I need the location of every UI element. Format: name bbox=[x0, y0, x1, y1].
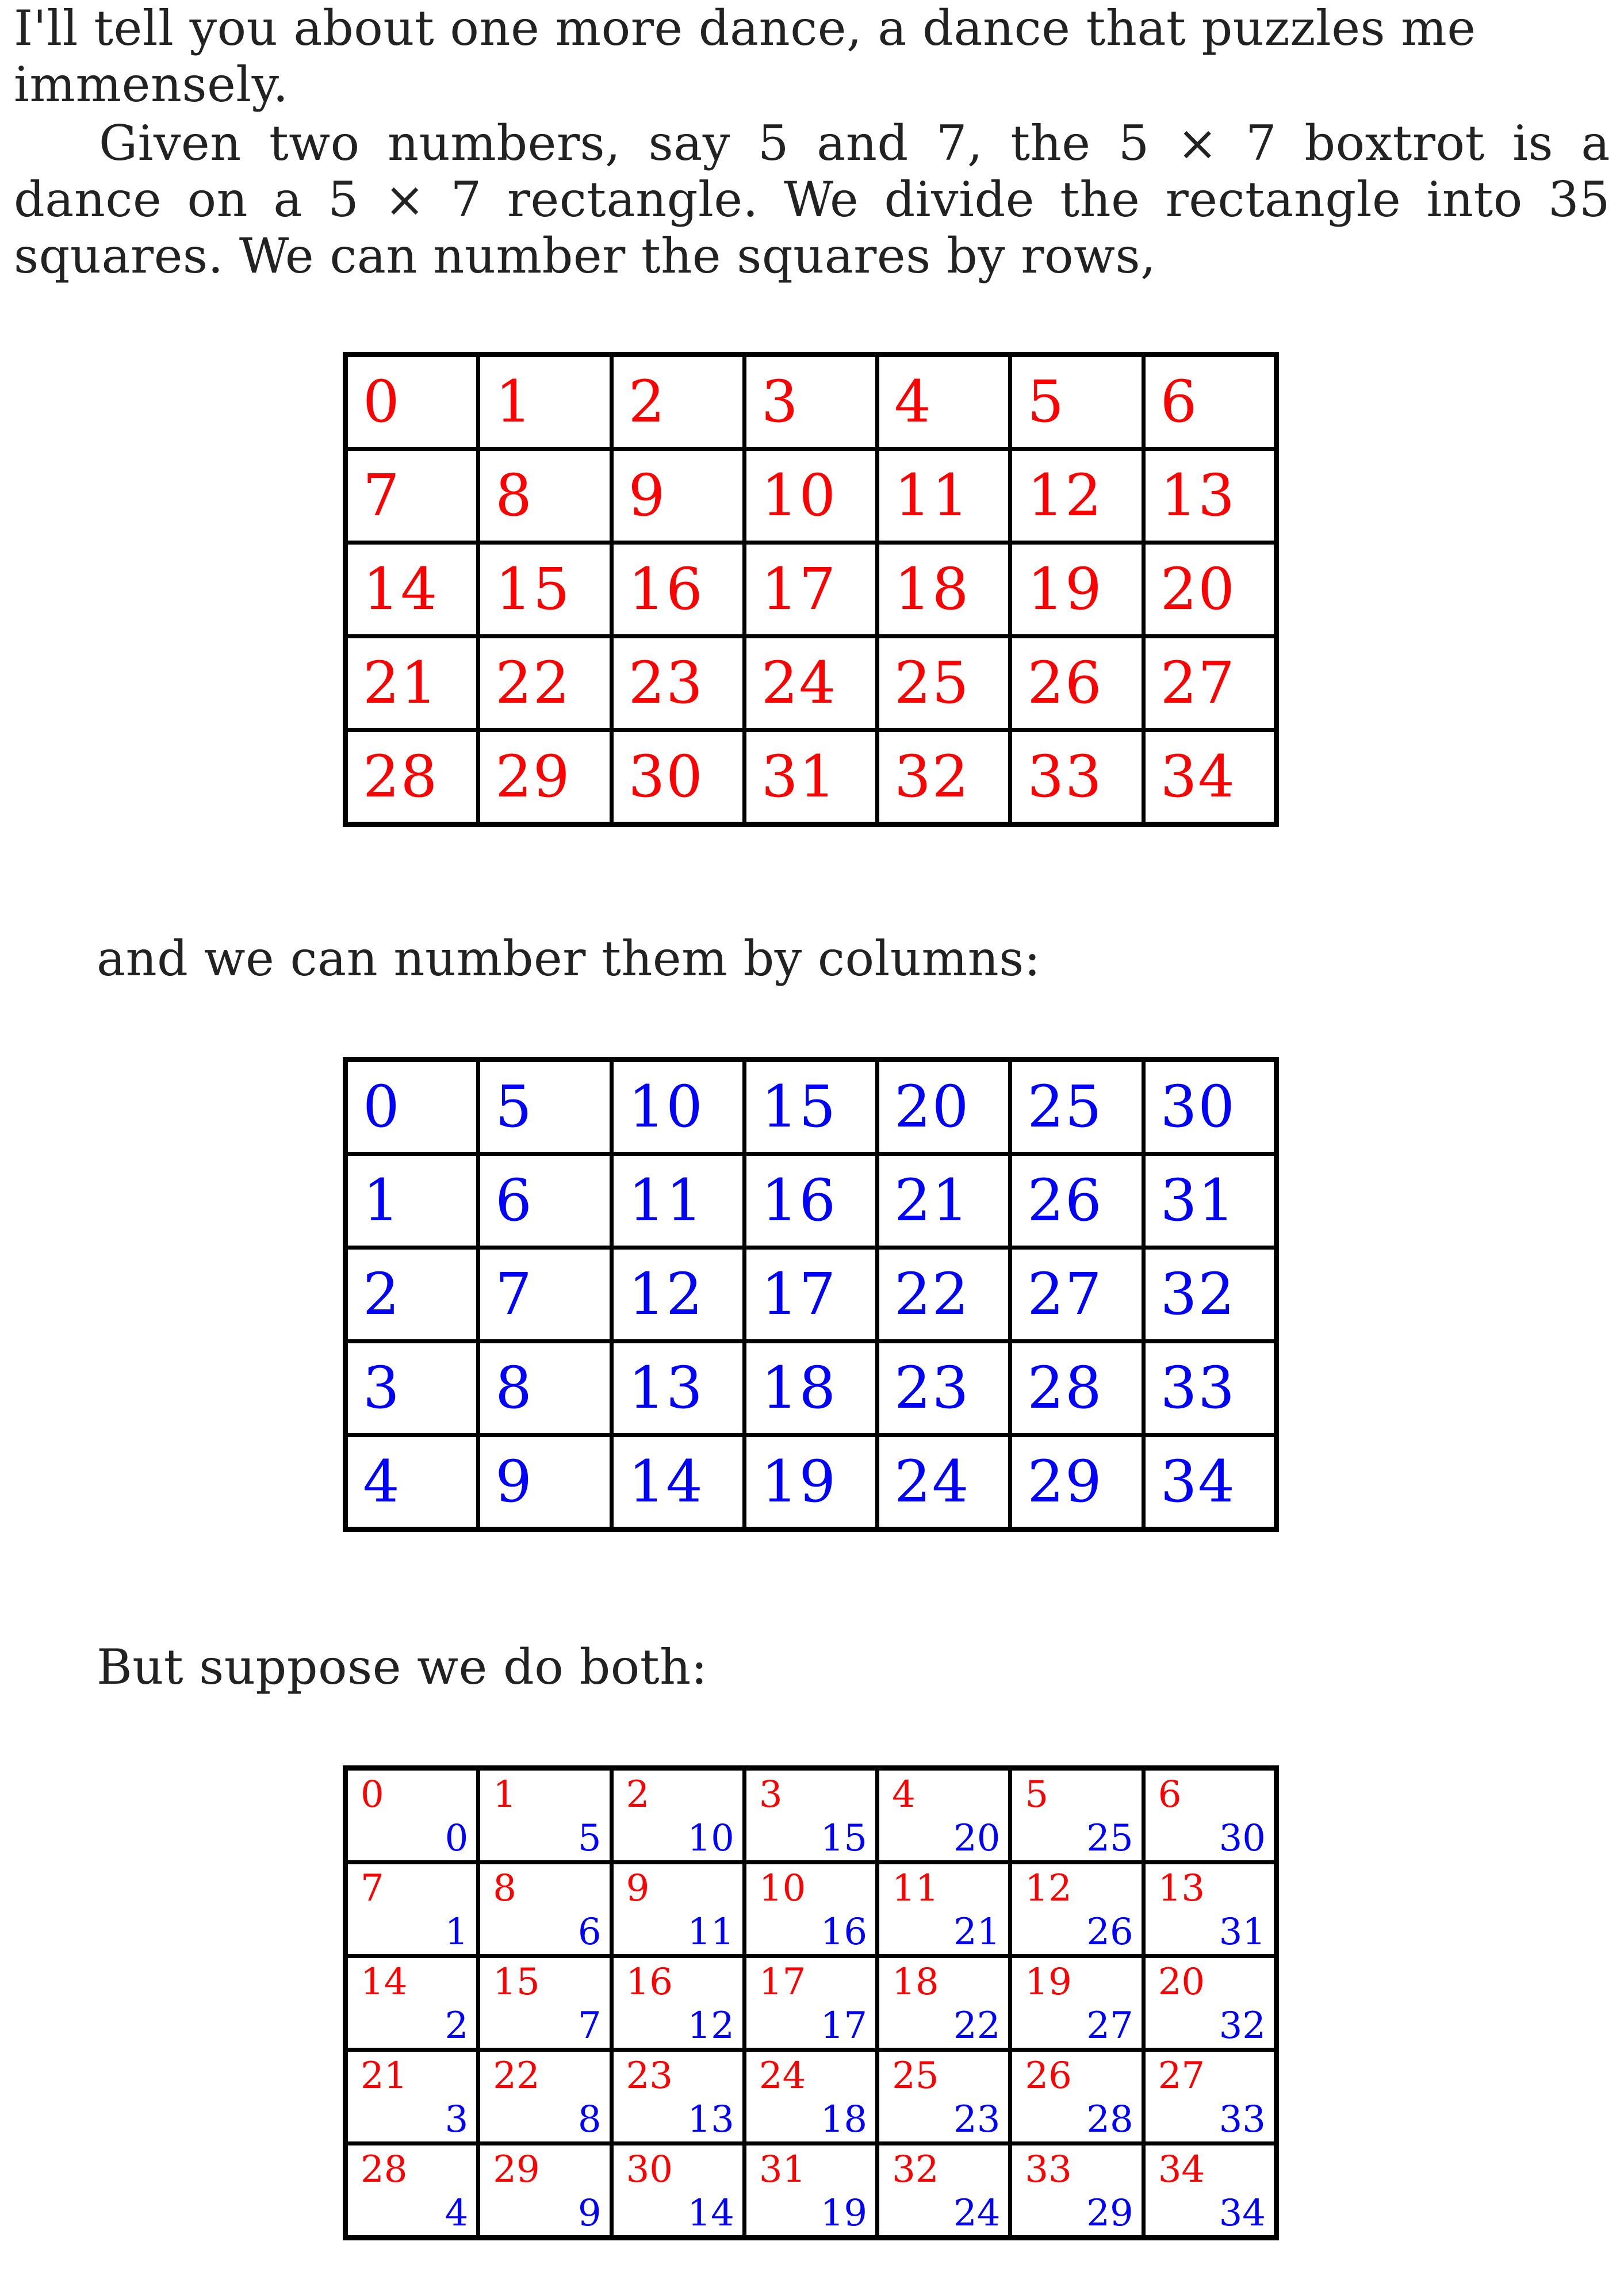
column-number-label: 12 bbox=[687, 2005, 734, 2047]
combined-cell bbox=[478, 1863, 611, 1956]
grid-row bbox=[346, 2050, 1277, 2144]
combined-cell bbox=[1010, 1956, 1143, 2050]
column-number-cell: 32 bbox=[1143, 1248, 1276, 1342]
column-number-cell: 25 bbox=[1010, 1060, 1143, 1154]
row-number-label: 14 bbox=[361, 1961, 408, 2003]
intro-paragraph: I'll tell you about one more dance, a dance that puzzles me immensely. bbox=[14, 0, 1476, 113]
column-number-label: 14 bbox=[687, 2192, 734, 2235]
column-number-label: 15 bbox=[820, 1817, 868, 1860]
row-number-cell: 10 bbox=[744, 449, 877, 543]
column-number-cell: 4 bbox=[346, 1435, 478, 1530]
row-number-cell: 20 bbox=[1143, 543, 1276, 637]
column-number-cell: 20 bbox=[878, 1060, 1010, 1154]
grid-row bbox=[346, 1863, 1277, 1956]
combined-cell bbox=[744, 1956, 877, 2050]
combined-cell bbox=[346, 1863, 478, 1956]
column-number-label: 31 bbox=[1219, 1911, 1266, 1953]
combined-cell bbox=[346, 2050, 478, 2144]
combined-cell bbox=[744, 2050, 877, 2144]
column-number-label: 23 bbox=[953, 2098, 1001, 2141]
row-number-label: 19 bbox=[1025, 1961, 1072, 2003]
column-number-cell: 11 bbox=[611, 1154, 744, 1248]
combined-cell bbox=[1010, 1863, 1143, 1956]
grid-row bbox=[346, 1342, 1277, 1435]
row-number-cell: 23 bbox=[611, 637, 744, 730]
row-number-label: 22 bbox=[493, 2055, 540, 2097]
combined-cell bbox=[878, 1768, 1010, 1863]
column-number-cell: 5 bbox=[478, 1060, 611, 1154]
combined-cell bbox=[611, 2144, 744, 2238]
column-number-cell: 6 bbox=[478, 1154, 611, 1248]
row-number-cell: 19 bbox=[1010, 543, 1143, 637]
column-number-label: 8 bbox=[577, 2098, 602, 2141]
column-number-cell: 14 bbox=[611, 1435, 744, 1530]
row-number-cell: 12 bbox=[1010, 449, 1143, 543]
row-number-cell: 15 bbox=[478, 543, 611, 637]
combined-cell bbox=[744, 1863, 877, 1956]
row-number-label: 12 bbox=[1025, 1867, 1072, 1910]
column-number-label: 10 bbox=[687, 1817, 734, 1860]
row-number-cell: 33 bbox=[1010, 730, 1143, 825]
combined-cell bbox=[1143, 2144, 1276, 2238]
row-number-cell: 32 bbox=[878, 730, 1010, 825]
row-number-label: 20 bbox=[1158, 1961, 1205, 2003]
row-number-cell: 27 bbox=[1143, 637, 1276, 730]
row-number-cell: 28 bbox=[346, 730, 478, 825]
column-number-label: 5 bbox=[577, 1817, 602, 1860]
column-number-label: 29 bbox=[1086, 2192, 1133, 2235]
combined-cell bbox=[1143, 2050, 1276, 2144]
column-number-cell: 16 bbox=[744, 1154, 877, 1248]
column-number-label: 11 bbox=[687, 1911, 734, 1953]
column-number-cell: 15 bbox=[744, 1060, 877, 1154]
row-number-label: 25 bbox=[892, 2055, 939, 2097]
row-number-label: 27 bbox=[1158, 2055, 1205, 2097]
row-number-cell: 13 bbox=[1143, 449, 1276, 543]
column-number-label: 13 bbox=[687, 2098, 734, 2141]
column-number-label: 6 bbox=[577, 1911, 602, 1953]
row-number-label: 5 bbox=[1025, 1773, 1049, 1816]
row-number-label: 9 bbox=[626, 1867, 650, 1910]
combined-cell bbox=[1010, 2144, 1143, 2238]
row-number-cell: 17 bbox=[744, 543, 877, 637]
combined-cell bbox=[1143, 1956, 1276, 2050]
combined-cell bbox=[478, 1956, 611, 2050]
column-number-cell: 31 bbox=[1143, 1154, 1276, 1248]
columns-paragraph: and we can number them by columns: bbox=[97, 930, 1041, 987]
combined-cell bbox=[1143, 1863, 1276, 1956]
column-number-cell: 29 bbox=[1010, 1435, 1143, 1530]
row-number-cell: 3 bbox=[744, 355, 877, 449]
row-number-cell: 24 bbox=[744, 637, 877, 730]
row-number-cell: 1 bbox=[478, 355, 611, 449]
combined-cell bbox=[478, 2144, 611, 2238]
combined-cell bbox=[346, 1956, 478, 2050]
column-number-label: 3 bbox=[445, 2098, 469, 2141]
column-number-label: 27 bbox=[1086, 2005, 1133, 2047]
column-number-cell: 1 bbox=[346, 1154, 478, 1248]
row-number-cell: 29 bbox=[478, 730, 611, 825]
row-number-label: 4 bbox=[892, 1773, 916, 1816]
row-number-label: 33 bbox=[1025, 2148, 1072, 2191]
row-number-label: 31 bbox=[759, 2148, 806, 2191]
row-number-label: 3 bbox=[759, 1773, 783, 1816]
row-number-label: 32 bbox=[892, 2148, 939, 2191]
row-number-label: 24 bbox=[759, 2055, 806, 2097]
column-number-cell: 9 bbox=[478, 1435, 611, 1530]
row-number-label: 23 bbox=[626, 2055, 673, 2097]
column-number-cell: 8 bbox=[478, 1342, 611, 1435]
column-number-cell: 19 bbox=[744, 1435, 877, 1530]
row-number-cell: 26 bbox=[1010, 637, 1143, 730]
grid-row bbox=[346, 1435, 1277, 1530]
column-number-label: 17 bbox=[820, 2005, 868, 2047]
column-number-cell: 28 bbox=[1010, 1342, 1143, 1435]
row-number-cell: 11 bbox=[878, 449, 1010, 543]
combined-cell bbox=[611, 1768, 744, 1863]
column-numbering-grid bbox=[343, 1057, 1279, 1532]
column-number-label: 9 bbox=[577, 2192, 602, 2235]
combined-cell bbox=[611, 1863, 744, 1956]
grid-row bbox=[346, 2144, 1277, 2238]
column-number-cell: 34 bbox=[1143, 1435, 1276, 1530]
row-number-cell: 22 bbox=[478, 637, 611, 730]
row-numbering-grid bbox=[343, 352, 1279, 827]
column-number-cell: 30 bbox=[1143, 1060, 1276, 1154]
row-number-label: 18 bbox=[892, 1961, 939, 2003]
row-number-label: 17 bbox=[759, 1961, 806, 2003]
row-number-cell: 34 bbox=[1143, 730, 1276, 825]
combined-cell bbox=[878, 1956, 1010, 2050]
both-paragraph: But suppose we do both: bbox=[97, 1639, 708, 1695]
row-number-cell: 7 bbox=[346, 449, 478, 543]
row-number-label: 15 bbox=[493, 1961, 540, 2003]
combined-cell bbox=[346, 2144, 478, 2238]
grid-row bbox=[346, 1154, 1277, 1248]
column-number-cell: 3 bbox=[346, 1342, 478, 1435]
column-number-label: 30 bbox=[1219, 1817, 1266, 1860]
combined-cell bbox=[878, 2050, 1010, 2144]
grid-row bbox=[346, 355, 1277, 449]
column-number-label: 34 bbox=[1219, 2192, 1266, 2235]
column-number-cell: 2 bbox=[346, 1248, 478, 1342]
row-number-label: 7 bbox=[361, 1867, 384, 1910]
grid-row bbox=[346, 637, 1277, 730]
column-number-cell: 0 bbox=[346, 1060, 478, 1154]
column-number-label: 4 bbox=[445, 2192, 469, 2235]
grid-row bbox=[346, 543, 1277, 637]
grid-row bbox=[346, 1768, 1277, 1863]
column-number-label: 25 bbox=[1086, 1817, 1133, 1860]
row-number-cell: 16 bbox=[611, 543, 744, 637]
column-number-label: 28 bbox=[1086, 2098, 1133, 2141]
row-number-label: 26 bbox=[1025, 2055, 1072, 2097]
column-number-label: 22 bbox=[953, 2005, 1001, 2047]
column-number-label: 19 bbox=[820, 2192, 868, 2235]
row-number-cell: 0 bbox=[346, 355, 478, 449]
row-number-label: 11 bbox=[892, 1867, 939, 1910]
combined-cell bbox=[744, 2144, 877, 2238]
row-number-cell: 25 bbox=[878, 637, 1010, 730]
combined-cell bbox=[346, 1768, 478, 1863]
column-number-label: 26 bbox=[1086, 1911, 1133, 1953]
combined-cell bbox=[1010, 2050, 1143, 2144]
column-number-label: 0 bbox=[445, 1817, 469, 1860]
column-number-cell: 24 bbox=[878, 1435, 1010, 1530]
row-number-label: 28 bbox=[361, 2148, 408, 2191]
row-number-label: 10 bbox=[759, 1867, 806, 1910]
grid-row bbox=[346, 1060, 1277, 1154]
column-number-cell: 12 bbox=[611, 1248, 744, 1342]
row-number-label: 8 bbox=[493, 1867, 516, 1910]
combined-cell bbox=[611, 1956, 744, 2050]
column-number-cell: 13 bbox=[611, 1342, 744, 1435]
row-number-cell: 5 bbox=[1010, 355, 1143, 449]
column-number-cell: 21 bbox=[878, 1154, 1010, 1248]
row-number-cell: 21 bbox=[346, 637, 478, 730]
grid-row bbox=[346, 730, 1277, 825]
combined-cell bbox=[878, 2144, 1010, 2238]
column-number-cell: 33 bbox=[1143, 1342, 1276, 1435]
row-number-cell: 2 bbox=[611, 355, 744, 449]
row-number-label: 2 bbox=[626, 1773, 650, 1816]
column-number-label: 7 bbox=[577, 2005, 602, 2047]
column-number-label: 16 bbox=[820, 1911, 868, 1953]
grid-row bbox=[346, 1248, 1277, 1342]
row-number-cell: 9 bbox=[611, 449, 744, 543]
row-number-cell: 6 bbox=[1143, 355, 1276, 449]
row-number-label: 30 bbox=[626, 2148, 673, 2191]
row-number-label: 0 bbox=[361, 1773, 384, 1816]
row-number-label: 16 bbox=[626, 1961, 673, 2003]
column-number-label: 18 bbox=[820, 2098, 868, 2141]
column-number-label: 24 bbox=[953, 2192, 1001, 2235]
combined-cell bbox=[1010, 1768, 1143, 1863]
column-number-label: 1 bbox=[445, 1911, 469, 1953]
combined-cell bbox=[1143, 1768, 1276, 1863]
row-number-label: 13 bbox=[1158, 1867, 1205, 1910]
column-number-label: 33 bbox=[1219, 2098, 1266, 2141]
column-number-label: 20 bbox=[953, 1817, 1001, 1860]
row-number-cell: 30 bbox=[611, 730, 744, 825]
column-number-cell: 7 bbox=[478, 1248, 611, 1342]
row-number-label: 1 bbox=[493, 1773, 516, 1816]
combined-cell bbox=[478, 2050, 611, 2144]
column-number-label: 2 bbox=[445, 2005, 469, 2047]
column-number-cell: 10 bbox=[611, 1060, 744, 1154]
row-number-cell: 8 bbox=[478, 449, 611, 543]
row-number-label: 34 bbox=[1158, 2148, 1205, 2191]
column-number-label: 21 bbox=[953, 1911, 1001, 1953]
column-number-cell: 26 bbox=[1010, 1154, 1143, 1248]
column-number-cell: 18 bbox=[744, 1342, 877, 1435]
grid-row bbox=[346, 1956, 1277, 2050]
row-number-label: 29 bbox=[493, 2148, 540, 2191]
column-number-cell: 23 bbox=[878, 1342, 1010, 1435]
row-number-cell: 14 bbox=[346, 543, 478, 637]
row-number-cell: 18 bbox=[878, 543, 1010, 637]
given-paragraph: Given two numbers, say 5 and 7, the 5 × 7 boxtrot is a dance on a 5 × 7 rectangle. We divide the rectangle into 35 squares. We can number the squares by rows, bbox=[14, 115, 1610, 284]
row-number-cell: 4 bbox=[878, 355, 1010, 449]
column-number-cell: 17 bbox=[744, 1248, 877, 1342]
row-number-cell: 31 bbox=[744, 730, 877, 825]
combined-cell bbox=[878, 1863, 1010, 1956]
column-number-label: 32 bbox=[1219, 2005, 1266, 2047]
row-number-label: 21 bbox=[361, 2055, 408, 2097]
combined-cell bbox=[744, 1768, 877, 1863]
combined-numbering-grid bbox=[343, 1765, 1279, 2240]
column-number-cell: 27 bbox=[1010, 1248, 1143, 1342]
combined-cell bbox=[611, 2050, 744, 2144]
combined-cell bbox=[478, 1768, 611, 1863]
row-number-label: 6 bbox=[1158, 1773, 1182, 1816]
column-number-cell: 22 bbox=[878, 1248, 1010, 1342]
grid-row bbox=[346, 449, 1277, 543]
